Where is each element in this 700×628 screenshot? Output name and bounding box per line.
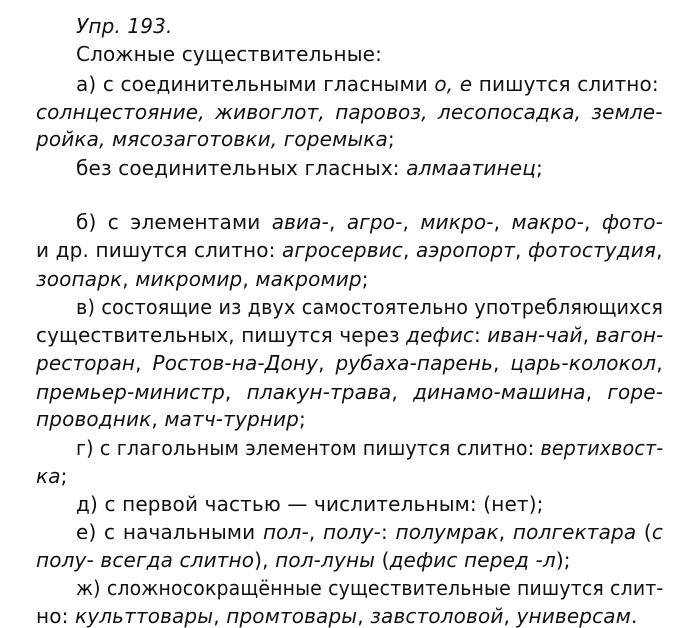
text-line <box>76 436 663 460</box>
text-line <box>36 548 571 572</box>
example-word: полумрак <box>395 520 499 544</box>
example-word: авиа- <box>271 210 329 234</box>
example-word: солнцестояние, живоглот, паровоз, лесопосадка, земле- <box>36 100 663 124</box>
text-line <box>36 238 663 262</box>
text-line <box>36 464 68 488</box>
example-word: матч-турнир <box>164 407 300 431</box>
example-word: аэропорт <box>415 238 516 262</box>
rule-text: , <box>213 604 227 628</box>
text-line <box>76 295 663 319</box>
text-line <box>36 127 395 151</box>
example-word: завстоловой <box>370 604 504 628</box>
example-word: вагон- <box>595 323 664 347</box>
rule-text: , <box>122 267 136 291</box>
example-word: алмаатинец <box>406 156 536 180</box>
rule-text: без соединительных гласных: <box>76 156 407 180</box>
example-word: агросервис <box>281 238 403 262</box>
rule-text: . <box>630 604 638 628</box>
example-word: ка <box>36 464 61 488</box>
text-line <box>36 351 663 375</box>
rule-text: но: <box>36 604 76 628</box>
rule-text: е) с начальными <box>76 520 263 544</box>
rule-text: ; <box>535 156 543 180</box>
rule-text: , <box>583 210 602 234</box>
example-word: проводник <box>36 407 152 431</box>
rule-text: существительных, пишутся через <box>36 323 407 347</box>
rule-text: , <box>503 604 517 628</box>
rule-text: , <box>224 380 247 404</box>
example-word: царь-колокол <box>510 351 657 375</box>
example-word: дефис <box>406 323 474 347</box>
example-word: микро- <box>420 210 494 234</box>
rule-text: , <box>585 380 608 404</box>
example-word: полу- <box>323 520 381 544</box>
example-word: ресторан <box>36 351 136 375</box>
example-word: премьер-министр <box>36 380 225 404</box>
example-word: пол-луны <box>275 548 376 572</box>
rule-text: г) с глагольным элементом пишутся слитно: <box>76 436 541 460</box>
rule-text: ; <box>299 407 306 431</box>
example-word: вертихвост- <box>540 436 664 460</box>
rule-text: : <box>380 520 396 544</box>
example-word: дефис перед -л <box>389 548 556 572</box>
rule-text: , <box>515 238 529 262</box>
example-word: пол- <box>262 520 309 544</box>
rule-text: ( <box>375 548 390 572</box>
example-word: фото- <box>601 210 664 234</box>
example-word: микромир <box>135 267 243 291</box>
rule-text: : <box>473 323 488 347</box>
rule-text: ; <box>60 464 68 488</box>
rule-text: , <box>391 380 414 404</box>
example-word: промтовары <box>226 604 358 628</box>
text-line <box>76 210 663 234</box>
text-line <box>76 42 382 66</box>
rule-text: , <box>498 520 513 544</box>
example-word: с <box>651 520 664 544</box>
text-line <box>36 267 369 291</box>
rule-text: , <box>402 238 416 262</box>
rule-text: ж) сложносокращённые существительные пишутся слит- <box>76 576 664 600</box>
rule-text: ( <box>636 520 652 544</box>
text-line <box>36 604 637 628</box>
example-word: культтовары <box>75 604 214 628</box>
rule-text: , <box>402 210 421 234</box>
example-word: Ростов-на-Дону <box>152 351 319 375</box>
rule-text: , <box>656 238 663 262</box>
rule-text: , <box>493 210 512 234</box>
rule-text: , <box>582 323 596 347</box>
example-word: агро- <box>346 210 403 234</box>
text-line <box>76 72 659 96</box>
example-word: универсам <box>516 604 631 628</box>
rule-text: , <box>328 210 347 234</box>
rule-text: ; <box>361 267 369 291</box>
rule-text: ); <box>555 548 571 572</box>
example-word: макромир <box>255 267 362 291</box>
example-word: фотостудия <box>528 238 657 262</box>
text-line <box>76 576 663 600</box>
rule-text: б) с элементами <box>76 210 272 234</box>
example-word: о, е <box>434 72 473 96</box>
example-word: полгектара <box>512 520 637 544</box>
text-line <box>76 520 663 544</box>
rule-text: пишутся слитно: <box>472 72 659 96</box>
example-word: горе- <box>607 380 664 404</box>
text-line <box>76 492 544 516</box>
rule-text: , <box>242 267 256 291</box>
example-word: динамо-машина <box>413 380 586 404</box>
example-word: рубаха-парень <box>335 351 494 375</box>
text-line <box>36 323 663 347</box>
rule-text: , <box>135 351 153 375</box>
rule-text: а) с соединительными гласными <box>76 72 435 96</box>
rule-text: ), <box>254 548 276 572</box>
text-line <box>36 380 663 404</box>
rule-text: , <box>308 520 324 544</box>
text-line <box>36 100 663 124</box>
rule-text: и др. пишутся слитно: <box>36 238 282 262</box>
rule-text: , <box>656 351 663 375</box>
rule-text: , <box>493 351 511 375</box>
example-word: зоопарк <box>36 267 123 291</box>
rule-text: , <box>318 351 336 375</box>
text-line <box>36 407 306 431</box>
example-word: ройка, мясозаготовки, горемыка <box>36 127 388 151</box>
example-word: плакун-трава <box>246 380 392 404</box>
example-word: полу- всегда слитно <box>36 548 255 572</box>
example-word: макро- <box>511 210 584 234</box>
rule-text: , <box>357 604 371 628</box>
text-line <box>76 156 543 180</box>
rule-text: ; <box>387 127 395 151</box>
rule-text: , <box>151 407 165 431</box>
rule-text: Сложные существительные: <box>76 42 382 66</box>
rule-text: в) состоящие из двух самостоятельно употребляющихся <box>76 295 664 319</box>
rule-text: д) с первой частью — числительным: (нет); <box>76 492 544 516</box>
example-word: иван-чай <box>487 323 583 347</box>
exercise-title: Упр. 193. <box>76 14 173 38</box>
